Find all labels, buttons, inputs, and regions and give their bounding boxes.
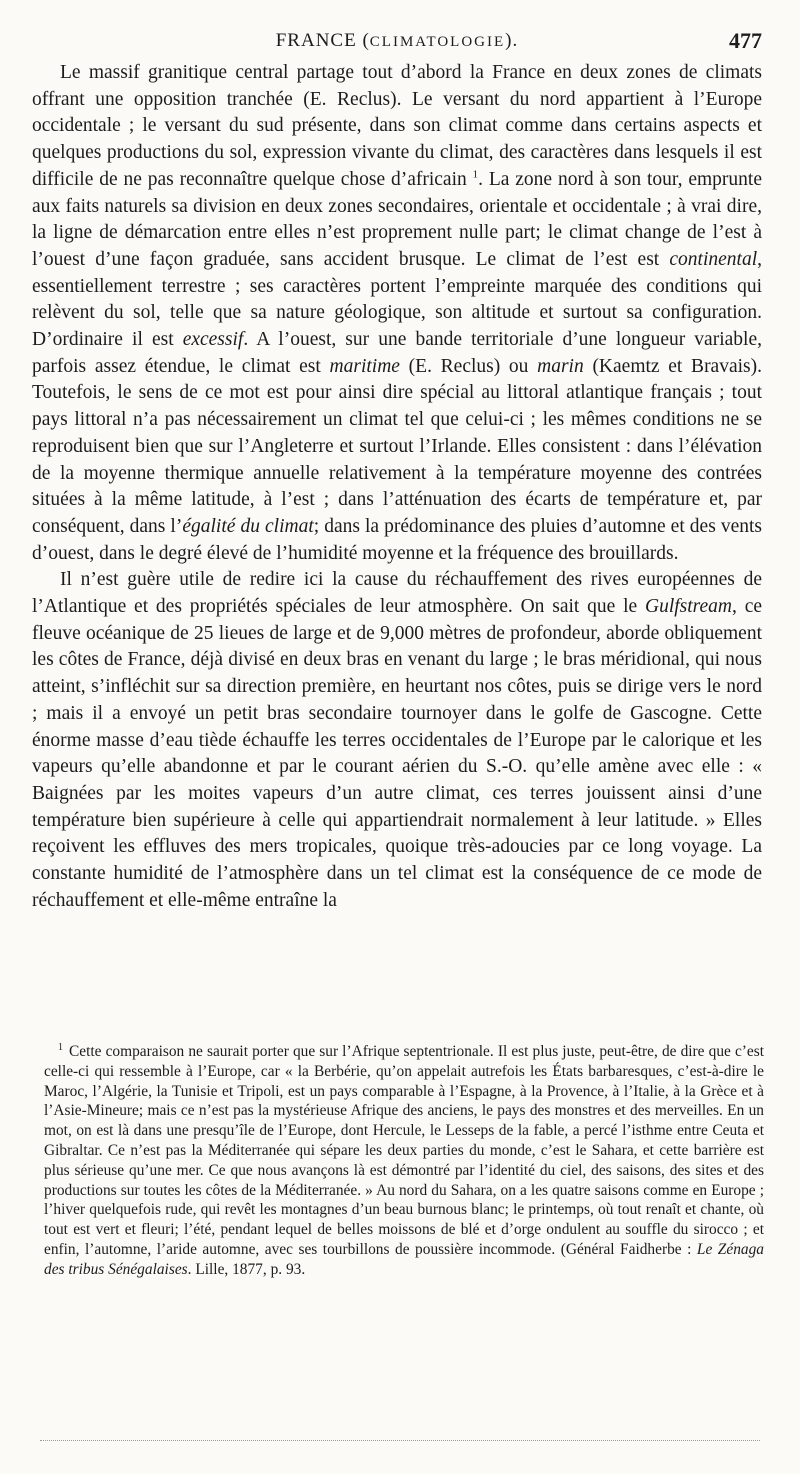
bottom-rule — [40, 1440, 760, 1441]
text-run: . Lille, 1877, p. 93. — [187, 1260, 306, 1278]
text-run: . La zone nord à son tour, emprunte aux faits naturels sa division en deux zones secondaires, orientale et occidentale ; à vrai dire, la ligne de démarcation entre elles n’est proprement nulle part; le climat change de l’est à l’ouest d’une façon graduée, sans accident brusque. Le climat de l’est est — [32, 168, 762, 270]
text-run: Le massif granitique central partage tout d’abord la France en deux zones de climats offrant une opposition tranchée (E. Reclus). Le versant du nord appartient à l’Europe occidentale ; le versant du sud présente, dans son climat comme dans certains aspects et quelques productions du sol, expression vivante du climat, des caractères dans lesquels il est difficile de ne pas reconnaître quelque chose d’africain — [32, 62, 762, 190]
text-run: . A l’ouest, sur une bande territoriale d’une longueur variable, parfois assez étendue, le climat est — [32, 329, 762, 377]
running-header — [32, 22, 762, 58]
footnote — [44, 1042, 764, 1280]
running-title-main: FRANCE ( — [275, 30, 370, 51]
italic-run: excessif — [182, 329, 244, 351]
italic-run: égalité du climat — [182, 515, 314, 537]
text-run: , ce fleuve océanique de 25 lieues de large et de 9,000 mètres de profondeur, aborde obliquement les côtes de France, déjà divisé en deux bras en venant du large ; le bras méridional, qui nous atteint, s’infléchit sur sa direction première, en heurtant nos côtes, puis se dirige vers le nord ; mais il a envoyé un petit bras secondaire tournoyer dans le golfe de Gascogne. Cette énorme masse d’eau tiède échauffe les terres occidentales de l’Europe par le calorique et les vapeurs qu’elle abandonne et par le courant aérien du S.-O. qu’elle amène avec elle : « Baignées par les moites vapeurs d’un autre climat, ces terres jouissent ainsi d’une température bien supérieure à celle qui appartiendrait normalement à leur latitude. » Elles reçoivent les effluves des mers tropicales, quoique très-adoucies par ce long voyage. La constante humidité de l’atmosphère dans un tel climat est la conséquence de ce mode de réchauffement et elle-même entraîne la — [32, 596, 763, 911]
text-run: Il n’est guère utile de redire ici la cause du réchauffement des rives européennes de l’Atlantique et des propriétés spéciales de leur atmosphère. On sait que le — [32, 569, 762, 618]
text-run: ; dans la prédominance des pluies d’automne et des vents d’ouest, dans le degré élevé de l’humidité moyenne et la fréquence des brouillards. — [32, 515, 762, 564]
italic-run: continental — [669, 248, 758, 270]
text-run: , essentiellement terrestre ; ses caractères portent l’empreinte marquée des conditions qui relèvent du sol, telle que sa nature géologique, son altitude et surtout sa configuration. D’ordinaire il est — [32, 248, 762, 351]
footnote-reference: 1 — [472, 168, 479, 181]
italic-run: Le Zénaga des tribus Sénégalaises — [44, 1240, 764, 1278]
text-run: (Kaemtz et Bravais). Toutefois, le sens de ce mot est pour ainsi dire spécial au littoral atlantique français ; tout pays littoral n’a pas nécessairement un climat tel que celui-ci ; les mêmes conditions ne se reproduisent bien que sur l’Angleterre et surtout l’Irlande. Elles consistent : dans l’élévation de la moyenne thermique annuelle relativement à la température moyenne des contrées situées à la même latitude, à l’est ; dans l’atténuation des écarts de température et, par conséquent, dans l’ — [32, 355, 762, 537]
footnote-marker: 1 — [58, 1041, 63, 1053]
italic-run: maritime — [329, 355, 400, 377]
running-title-subtitle: CLIMATOLOGIE — [369, 34, 506, 50]
paragraph — [32, 567, 762, 914]
italic-run: marin — [537, 355, 584, 377]
footnote-block — [44, 1042, 764, 1280]
text-run: Cette comparaison ne saurait porter que sur l’Afrique septentrionale. Il est plus juste, peut-être, de dire que c’est celle-ci qui ressemble à l’Europe, car « la Berbérie, qu’on appelait autrefois les États barbaresques, c’est-à-dire le Maroc, l’Algérie, la Tunisie et Tripoli, est un pays comparable à l’Espagne, à la Provence, à l’Italie, à la Grèce et à l’Asie-Mineure; mais ce n’est pas la mystérieuse Afrique des anciens, le pays des monstres et des merveilles. En un mot, on est là dans une presqu’île de l’Europe, dont Hercule, le Lesseps de la fable, a percé l’isthme entre Ceuta et Gibraltar. Ce n’est pas la Méditerranée qui sépare les deux parties du monde, c’est le Sahara, et cette barrière est plus sérieuse qu’une mer. Ce que nous avançons là est démontré par l’identité du ciel, des saisons, des sites et des productions sur toutes les côtes de la Méditerranée. » Au nord du Sahara, on a les quatre saisons comme en Europe ; l’hiver quelquefois rude, qui revêt les montagnes d’un beau burnous blanc; le printemps, où tout renaît et chante, où tout est vert et fleuri; l’été, pendant lequel de belles moissons de blé et d’orge ondulent au souffle du sirocco ; et enfin, l’automne, l’aride automne, avec ses tourbillons de poussière incommode. (Général Faidherbe : — [44, 1043, 764, 1258]
main-text — [32, 60, 762, 915]
italic-run: Gulfstream — [644, 596, 733, 618]
running-title — [32, 30, 762, 52]
page-number: 477 — [729, 28, 762, 53]
text-run: (E. Reclus) ou — [399, 355, 538, 377]
running-title-end: ). — [505, 30, 519, 51]
paragraph — [32, 60, 762, 567]
